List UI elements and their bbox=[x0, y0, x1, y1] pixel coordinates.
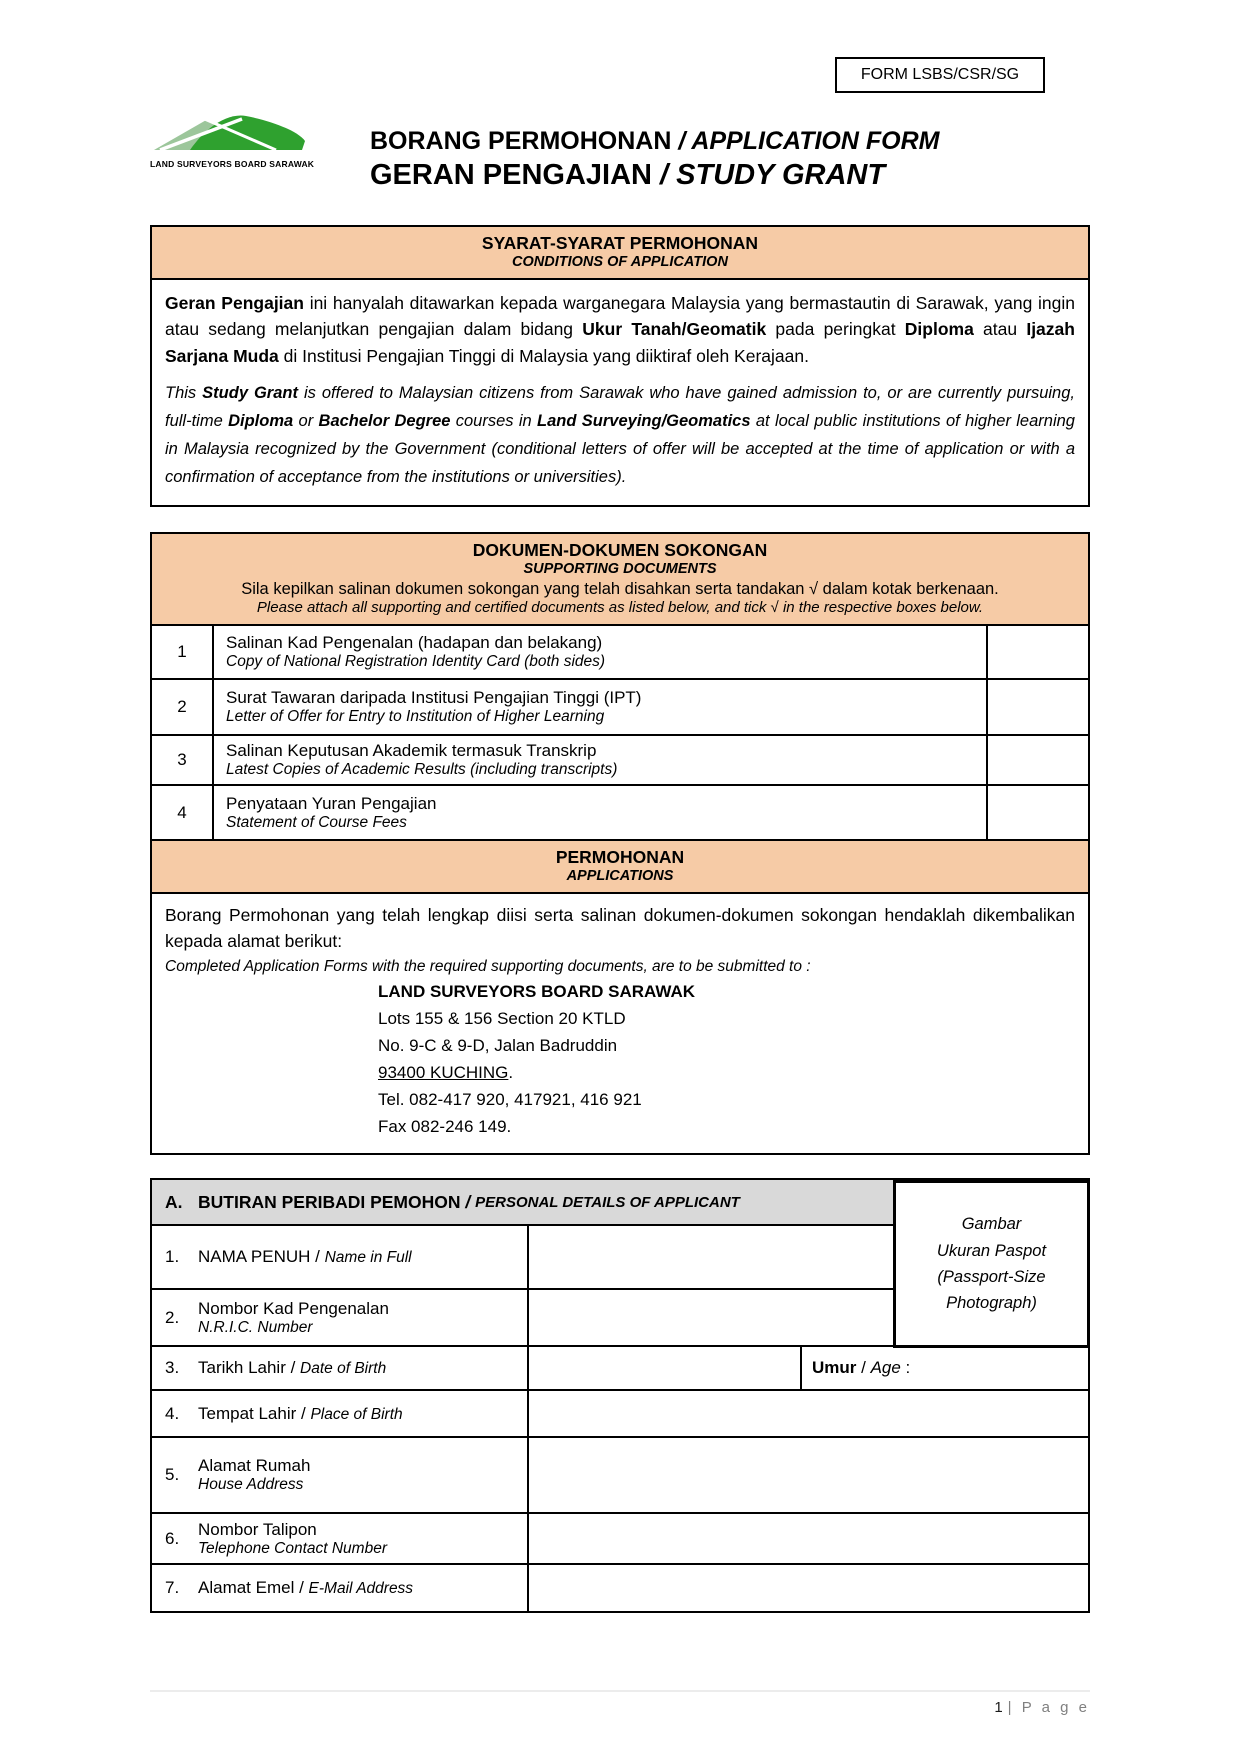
field-house-address[interactable] bbox=[529, 1438, 1088, 1512]
applications-header-english: APPLICATIONS bbox=[566, 868, 674, 884]
section-a-title-malay: BUTIRAN PERIBADI PEMOHON bbox=[198, 1191, 461, 1212]
document-row-4 bbox=[152, 784, 1088, 839]
form-code-box bbox=[835, 57, 1045, 93]
tick-box-cell-3[interactable] bbox=[988, 736, 1088, 784]
section-a-header: A. BUTIRAN PERIBADI PEMOHON / PERSONAL DETAILS OF APPLICANT bbox=[152, 1180, 1088, 1224]
passport-photo-box[interactable]: Gambar Ukuran Paspot (Passport-Size Photograph) bbox=[893, 1180, 1090, 1348]
lsbs-logo bbox=[150, 110, 314, 169]
form-code-text: FORM LSBS/CSR/SG bbox=[860, 66, 1020, 83]
form-title-line1: BORANG PERMOHONAN / APPLICATION FORM bbox=[370, 127, 940, 155]
section-a-title-english: PERSONAL DETAILS OF APPLICANT bbox=[475, 1193, 740, 1211]
field-place-of-birth[interactable] bbox=[529, 1391, 1088, 1436]
documents-note-malay: Sila kepilkan salinan dokumen sokongan yang telah disahkan serta tandakan √ dalam kotak berkenaan. bbox=[241, 580, 999, 598]
field-row-address: 5. Alamat Rumah House Address bbox=[152, 1436, 1088, 1512]
logo-caption: LAND SURVEYORS BOARD SARAWAK bbox=[150, 159, 315, 169]
field-date-of-birth[interactable] bbox=[529, 1347, 802, 1389]
document-description: Penyataan Yuran Pengajian Statement of Course Fees bbox=[214, 786, 988, 839]
document-description: Salinan Kad Pengenalan (hadapan dan belakang) Copy of National Registration Identity Card (both sides) bbox=[214, 626, 988, 678]
conditions-paragraph-malay: Geran Pengajian ini hanyalah ditawarkan kepada warganegara Malaysia yang bermastautin di Sarawak, yang ingin atau sedang melanjutkan pengajian dalam bidang Ukur Tanah/Geomatik pada peringkat Diploma atau Ijazah Sarjana Muda di Institusi Pengajian Tinggi di Malaysia yang diiktiraf oleh Kerajaan. bbox=[165, 293, 1075, 366]
documents-header-english: SUPPORTING DOCUMENTS bbox=[523, 561, 717, 577]
address-line1: Lots 155 & 156 Section 20 KTLD bbox=[378, 1008, 626, 1028]
field-telephone-number[interactable] bbox=[529, 1514, 1088, 1563]
conditions-body bbox=[152, 278, 1088, 505]
document-number: 2 bbox=[152, 680, 214, 734]
conditions-paragraph-english: This Study Grant is offered to Malaysian citizens from Sarawak who have gained admission to, or are currently pursuing, full-time Diploma or Bachelor Degree courses in Land Surveying/Geomatics at local public institutions of higher learning in Malaysia recognized by the Government (conditional letters of offer will be accepted at the time of application or with a confirmation of acceptance from the institutions or universities). bbox=[165, 383, 1075, 486]
address-line2: No. 9-C & 9-D, Jalan Badruddin bbox=[378, 1035, 618, 1055]
page-number: 1 bbox=[994, 1699, 1003, 1716]
field-row-pob: 4. Tempat Lahir / Place of Birth bbox=[152, 1389, 1088, 1436]
address-city: 93400 KUCHING bbox=[378, 1063, 509, 1083]
form-title-line2: GERAN PENGAJIAN / STUDY GRANT bbox=[370, 159, 886, 191]
address-telephone: Tel. 082-417 920, 417921, 416 921 bbox=[378, 1090, 642, 1110]
address-org-name: LAND SURVEYORS BOARD SARAWAK bbox=[378, 981, 696, 1001]
document-row-3 bbox=[152, 734, 1088, 784]
conditions-header-english: CONDITIONS OF APPLICATION bbox=[512, 254, 728, 270]
document-number: 3 bbox=[152, 736, 214, 784]
document-description: Salinan Keputusan Akademik termasuk Transkrip Latest Copies of Academic Results (including transcripts) bbox=[214, 736, 988, 784]
lsbs-logo-icon bbox=[150, 110, 314, 158]
address-fax: Fax 082-246 149. bbox=[378, 1117, 512, 1137]
section-a-letter: A. bbox=[165, 1191, 183, 1212]
conditions-header-malay: SYARAT-SYARAT PERMOHONAN bbox=[481, 233, 759, 253]
field-row-telephone: 6. Nombor Talipon Telephone Contact Number bbox=[152, 1512, 1088, 1563]
title1-english: APPLICATION FORM bbox=[691, 127, 940, 155]
tick-box-cell-1[interactable] bbox=[988, 626, 1088, 678]
document-number: 1 bbox=[152, 626, 214, 678]
document-row-2 bbox=[152, 678, 1088, 734]
conditions-header bbox=[152, 227, 1088, 278]
field-row-name: 1. NAMA PENUH / Name in Full bbox=[152, 1224, 1088, 1288]
applications-instruction-malay: Borang Permohonan yang telah lengkap diisi serta salinan dokumen-dokumen sokongan hendaklah dikembalikan kepada alamat berikut: bbox=[165, 905, 1075, 952]
submission-address bbox=[378, 978, 1075, 1141]
document-number: 4 bbox=[152, 786, 214, 839]
documents-table bbox=[150, 532, 1090, 1155]
page-word: | P a g e bbox=[1007, 1699, 1090, 1716]
applications-instruction-english: Completed Application Forms with the required supporting documents, are to be submitted to : bbox=[165, 957, 811, 975]
title2-malay: GERAN PENGAJIAN bbox=[370, 159, 652, 191]
field-row-email: 7. Alamat Emel / E-Mail Address bbox=[152, 1563, 1088, 1611]
applications-header bbox=[152, 839, 1088, 892]
field-row-dob: 3. Tarikh Lahir / Date of Birth Umur / Age : bbox=[152, 1345, 1088, 1389]
applications-body bbox=[152, 892, 1088, 1153]
documents-header bbox=[152, 534, 1088, 624]
field-email-address[interactable] bbox=[529, 1565, 1088, 1611]
applications-header-malay: PERMOHONAN bbox=[555, 847, 685, 867]
form-title-block bbox=[370, 127, 939, 192]
document-row-1 bbox=[152, 624, 1088, 678]
address-city-line: 93400 KUCHING. bbox=[378, 1063, 514, 1083]
field-age[interactable]: Umur / Age : bbox=[812, 1358, 911, 1377]
tick-box-cell-4[interactable] bbox=[988, 786, 1088, 839]
title1-malay: BORANG PERMOHONAN bbox=[370, 127, 672, 155]
field-row-nric: 2. Nombor Kad Pengenalan N.R.I.C. Number bbox=[152, 1288, 1088, 1345]
tick-box-cell-2[interactable] bbox=[988, 680, 1088, 734]
conditions-table bbox=[150, 225, 1090, 507]
document-description: Surat Tawaran daripada Institusi Pengajian Tinggi (IPT) Letter of Offer for Entry to Institution of Higher Learning bbox=[214, 680, 988, 734]
documents-header-malay: DOKUMEN-DOKUMEN SOKONGAN bbox=[472, 540, 768, 560]
documents-note-english: Please attach all supporting and certified documents as listed below, and tick √ in the respective boxes below. bbox=[256, 599, 984, 616]
page-footer bbox=[150, 1690, 1090, 1716]
title2-english: STUDY GRANT bbox=[676, 159, 886, 191]
